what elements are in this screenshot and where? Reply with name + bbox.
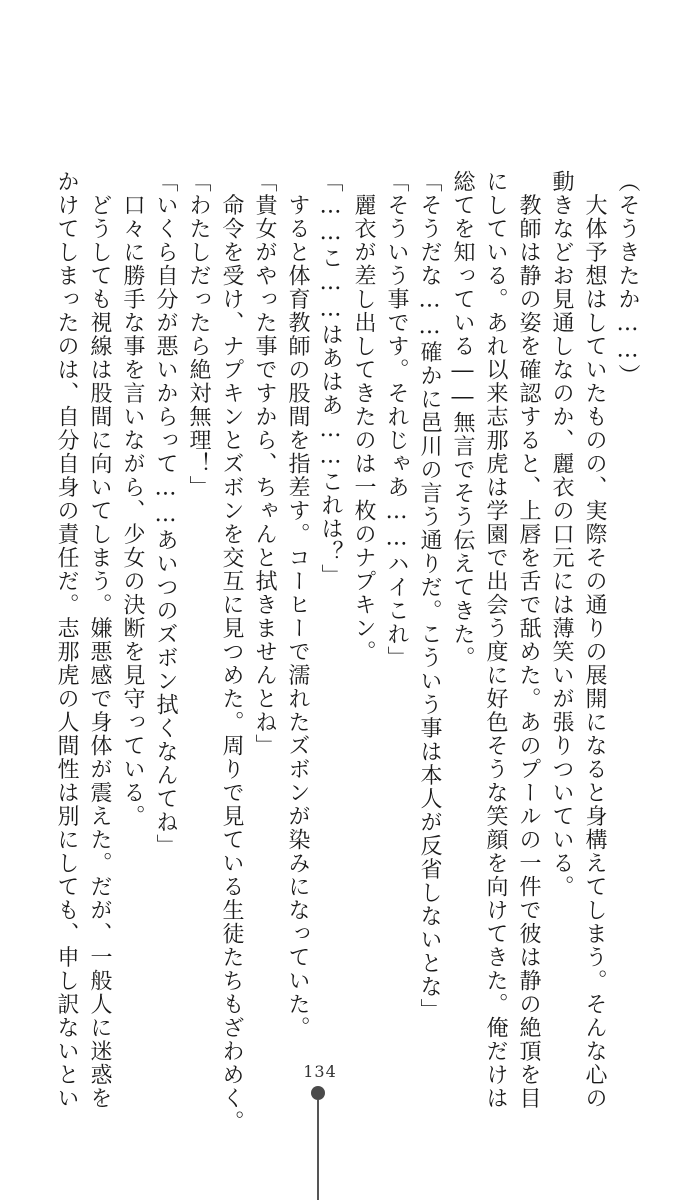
text-column: 「そうだな……確かに邑川の言う通りだ。こういう事は本人が反省しないとな」 (417, 170, 442, 1022)
text-column: 「いくら自分が悪いからって……あいつのズボン拭くなんてね」 (153, 170, 178, 858)
text-column: にしている。あれ以来志那虎は学園で出会う度に好色そうな笑顔を向けてきた。俺だけは (483, 170, 508, 1110)
page-number: 134 (303, 1062, 337, 1081)
text-column: 「そういう事です。それじゃあ……ハイこれ」 (384, 170, 409, 670)
text-column: 動きなどお見通しなのか、麗衣の口元には薄笑いが張りついている。 (549, 170, 574, 899)
text-column: 総てを知っている――無言でそう伝えてきた。 (450, 170, 475, 670)
text-column: 命令を受け、ナプキンとズボンを交互に見つめた。周りで見ている生徒たちもざわめく。 (219, 170, 244, 1134)
page-marker-line (317, 1100, 319, 1200)
text-column: かけてしまったのは、自分自身の責任だ。志那虎の人間性は別にしても、申し訳ないとい (54, 170, 79, 1110)
text-column: 「……こ……はあはあ……これは？」 (318, 170, 343, 588)
text-column: （そうきたか……） (615, 170, 640, 388)
text-column: 麗衣が差し出してきたのは一枚のナプキン。 (351, 170, 376, 664)
text-column: 口々に勝手な事を言いながら、少女の決断を見守っている。 (120, 170, 145, 828)
page-marker-dot (311, 1086, 325, 1100)
text-column: 「貴女がやった事ですから、ちゃんと拭きませんとね」 (252, 170, 277, 758)
text-column: どうしても視線は股間に向いてしまう。嫌悪感で身体が震えた。だが、一般人に迷惑を (87, 170, 112, 1110)
text-column: すると体育教師の股間を指差す。コーヒーで濡れたズボンが染みになっていた。 (285, 170, 310, 1040)
text-column: 「わたしだったら絶対無理！」 (186, 170, 211, 499)
text-column: 教師は静の姿を確認すると、上唇を舌で舐めた。あのプールの一件で彼は静の絶頂を目 (516, 170, 541, 1110)
text-column: 大体予想はしていたものの、実際その通りの展開になると身構えてしまう。そんな心の (582, 170, 607, 1110)
